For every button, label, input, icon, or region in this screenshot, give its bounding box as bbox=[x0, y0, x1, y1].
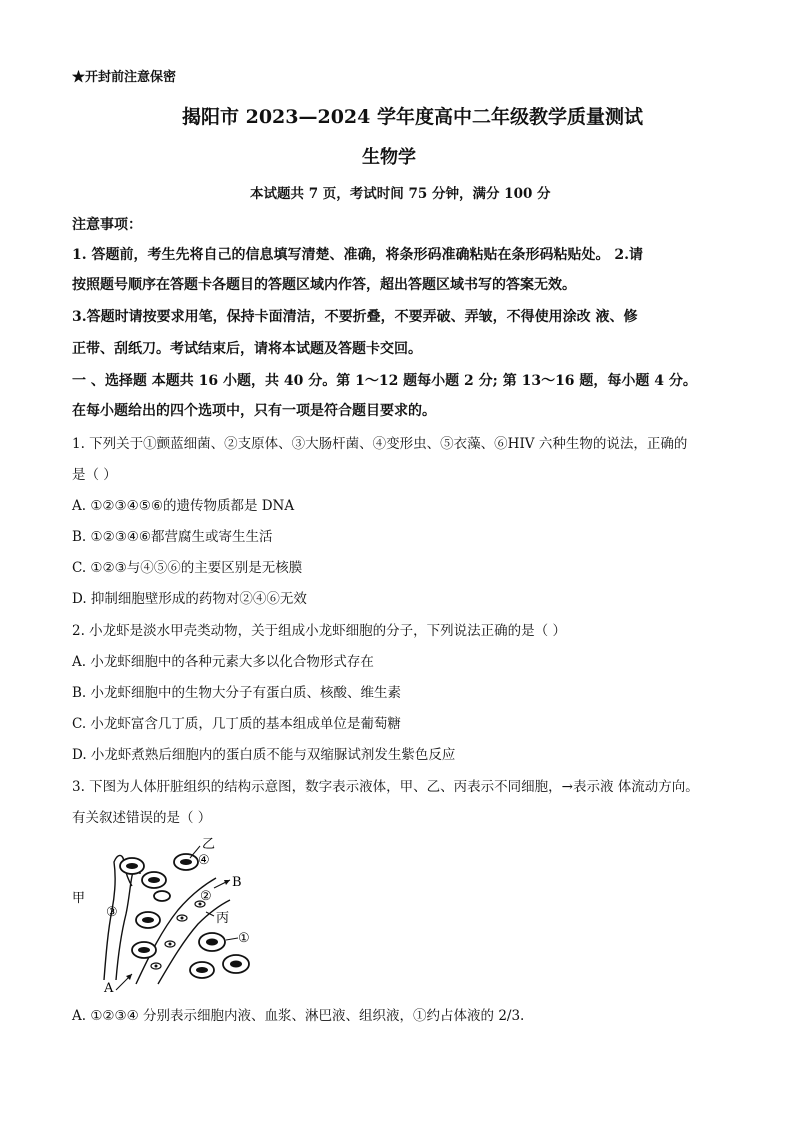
q3-stem-line-1: 3. 下图为人体肝脏组织的结构示意图，数字表示液体，甲、乙、丙表示不同细胞，→表示液 体流动方向。 bbox=[72, 779, 699, 795]
q2-option-d: D. 小龙虾煮熟后细胞内的蛋白质不能与双缩脲试剂发生紫色反应 bbox=[72, 747, 456, 763]
figure-label-n3: ③ bbox=[106, 905, 118, 920]
q2-option-a: A. 小龙虾细胞中的各种元素大多以化合物形式存在 bbox=[72, 654, 374, 670]
figure-label-bing: 丙 bbox=[216, 911, 230, 926]
confidential-note: ★开封前注意保密 bbox=[72, 70, 177, 85]
q1-option-a: A. ①②③④⑤⑥的遗传物质都是 DNA bbox=[72, 498, 295, 514]
q1-option-d: D. 抑制细胞壁形成的药物对②④⑥无效 bbox=[72, 591, 307, 607]
note-line-3: 3.答题时请按要求用笔，保持卡面清洁，不要折叠，不要弄破、弄皱，不得使用涂改 液、修 bbox=[72, 309, 638, 325]
note-line-2: 按照题号顺序在答题卡各题目的答题区域内作答，超出答题区域书写的答案无效。 bbox=[72, 277, 576, 293]
figure-label-n1: ① bbox=[238, 931, 250, 946]
figure-label-n4: ④ bbox=[198, 853, 210, 868]
note-line-4: 正带、刮纸刀。考试结束后，请将本试题及答题卡交回。 bbox=[72, 341, 422, 357]
section-heading-line-2: 在每小题给出的四个选项中，只有一项是符合题目要求的。 bbox=[72, 403, 436, 419]
exam-info: 本试题共 7 页，考试时间 75 分钟，满分 100 分 bbox=[250, 186, 551, 202]
figure-label-jia: 甲 bbox=[72, 891, 86, 906]
figure-label-yi: 乙 bbox=[202, 837, 216, 852]
q2-stem: 2. 小龙虾是淡水甲壳类动物，关于组成小龙虾细胞的分子，下列说法正确的是（ ） bbox=[72, 623, 566, 639]
q1-option-b: B. ①②③④⑥都营腐生或寄生生活 bbox=[72, 529, 273, 545]
q1-option-c: C. ①②③与④⑤⑥的主要区别是无核膜 bbox=[72, 560, 303, 576]
q1-stem-line-2: 是（ ） bbox=[72, 467, 117, 483]
q3-option-a: A. ①②③④ 分别表示细胞内液、血浆、淋巴液、组织液，①约占体液的 2/3. bbox=[72, 1008, 525, 1024]
liver-tissue-figure bbox=[66, 834, 266, 994]
q1-stem-line-1: 1. 下列关于①颤蓝细菌、②支原体、③大肠杆菌、④变形虫、⑤衣藻、⑥HIV 六种生物的说法，正确的 bbox=[72, 436, 688, 452]
exam-title: 揭阳市 2023—2024 学年度高中二年级教学质量测试 bbox=[182, 106, 643, 128]
note-line-1: 1. 答题前，考生先将自己的信息填写清楚、准确，将条形码准确粘贴在条形码粘贴处。 2.请 bbox=[72, 247, 643, 263]
q2-option-c: C. 小龙虾富含几丁质，几丁质的基本组成单位是葡萄糖 bbox=[72, 716, 401, 732]
figure-label-n2: ② bbox=[200, 889, 212, 904]
subject-title: 生物学 bbox=[362, 147, 416, 168]
q2-option-b: B. 小龙虾细胞中的生物大分子有蛋白质、核酸、维生素 bbox=[72, 685, 402, 701]
figure-label-b: B bbox=[232, 875, 242, 890]
figure-label-a: A bbox=[104, 981, 114, 994]
notes-heading: 注意事项： bbox=[72, 217, 142, 233]
q3-stem-line-2: 有关叙述错误的是（ ） bbox=[72, 810, 212, 826]
section-heading-line-1: 一 、选择题 本题共 16 小题，共 40 分。第 1～12 题每小题 2 分; 第 13～16 题，每小题 4 分。 bbox=[72, 373, 697, 389]
